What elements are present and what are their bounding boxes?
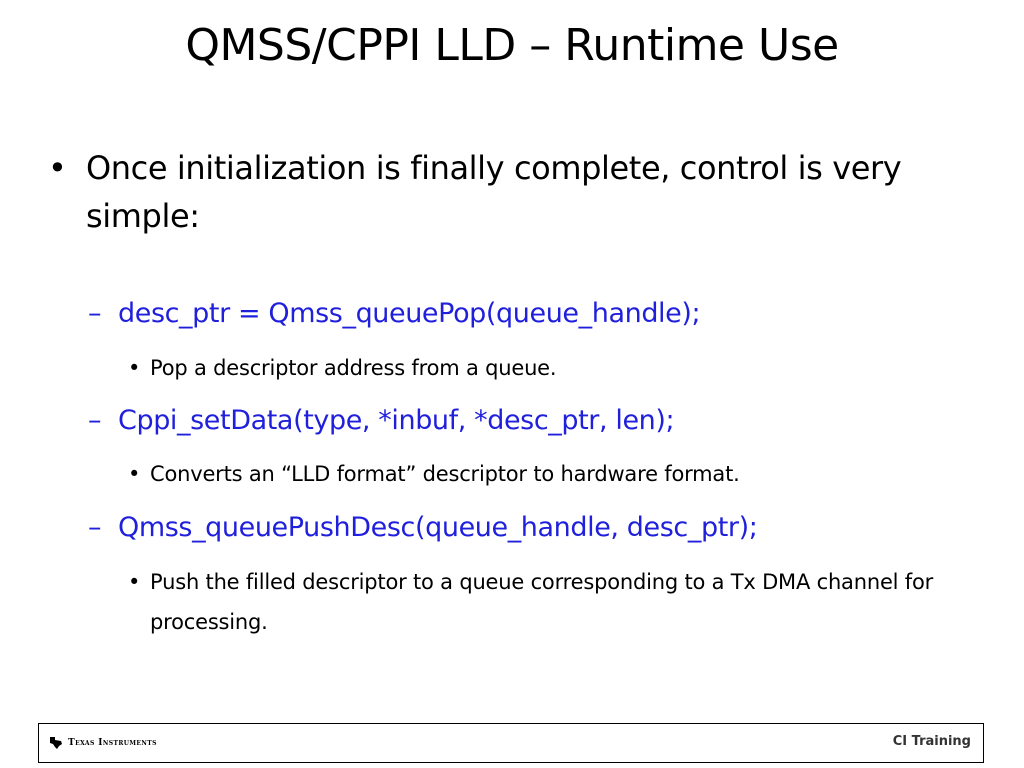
code-line-queue-pop	[88, 296, 700, 332]
bullet-icon: •	[48, 149, 67, 187]
note-text: Converts an “LLD format” descriptor to hardware format.	[150, 462, 740, 486]
bullet-icon: •	[128, 356, 141, 380]
code-line-text: Qmss_queuePushDesc(queue_handle, desc_ptr);	[118, 512, 758, 543]
dash-icon: –	[88, 405, 102, 436]
note-text: Push the filled descriptor to a queue corresponding to a Tx DMA channel for processing.	[150, 570, 934, 634]
bullet-icon: •	[128, 570, 141, 594]
main-bullet-text: Once initialization is finally complete, control is very simple:	[86, 149, 902, 235]
bullet-icon: •	[128, 462, 141, 486]
slide-title: QMSS/CPPI LLD – Runtime Use	[185, 20, 839, 71]
company-name: Texas Instruments	[68, 738, 157, 748]
company-logo	[49, 735, 157, 751]
dash-icon: –	[88, 298, 102, 329]
footer-bar	[38, 723, 984, 763]
texas-state-outline-icon	[49, 736, 63, 750]
footer-label: CI Training	[892, 734, 971, 749]
dash-icon: –	[88, 512, 102, 543]
code-line-text: Cppi_setData(type, *inbuf, *desc_ptr, len);	[118, 405, 675, 436]
code-line-push-desc	[88, 510, 757, 546]
code-line-set-data	[88, 403, 674, 439]
code-line-text: desc_ptr = Qmss_queuePop(queue_handle);	[118, 298, 701, 329]
note-text: Pop a descriptor address from a queue.	[150, 356, 557, 380]
